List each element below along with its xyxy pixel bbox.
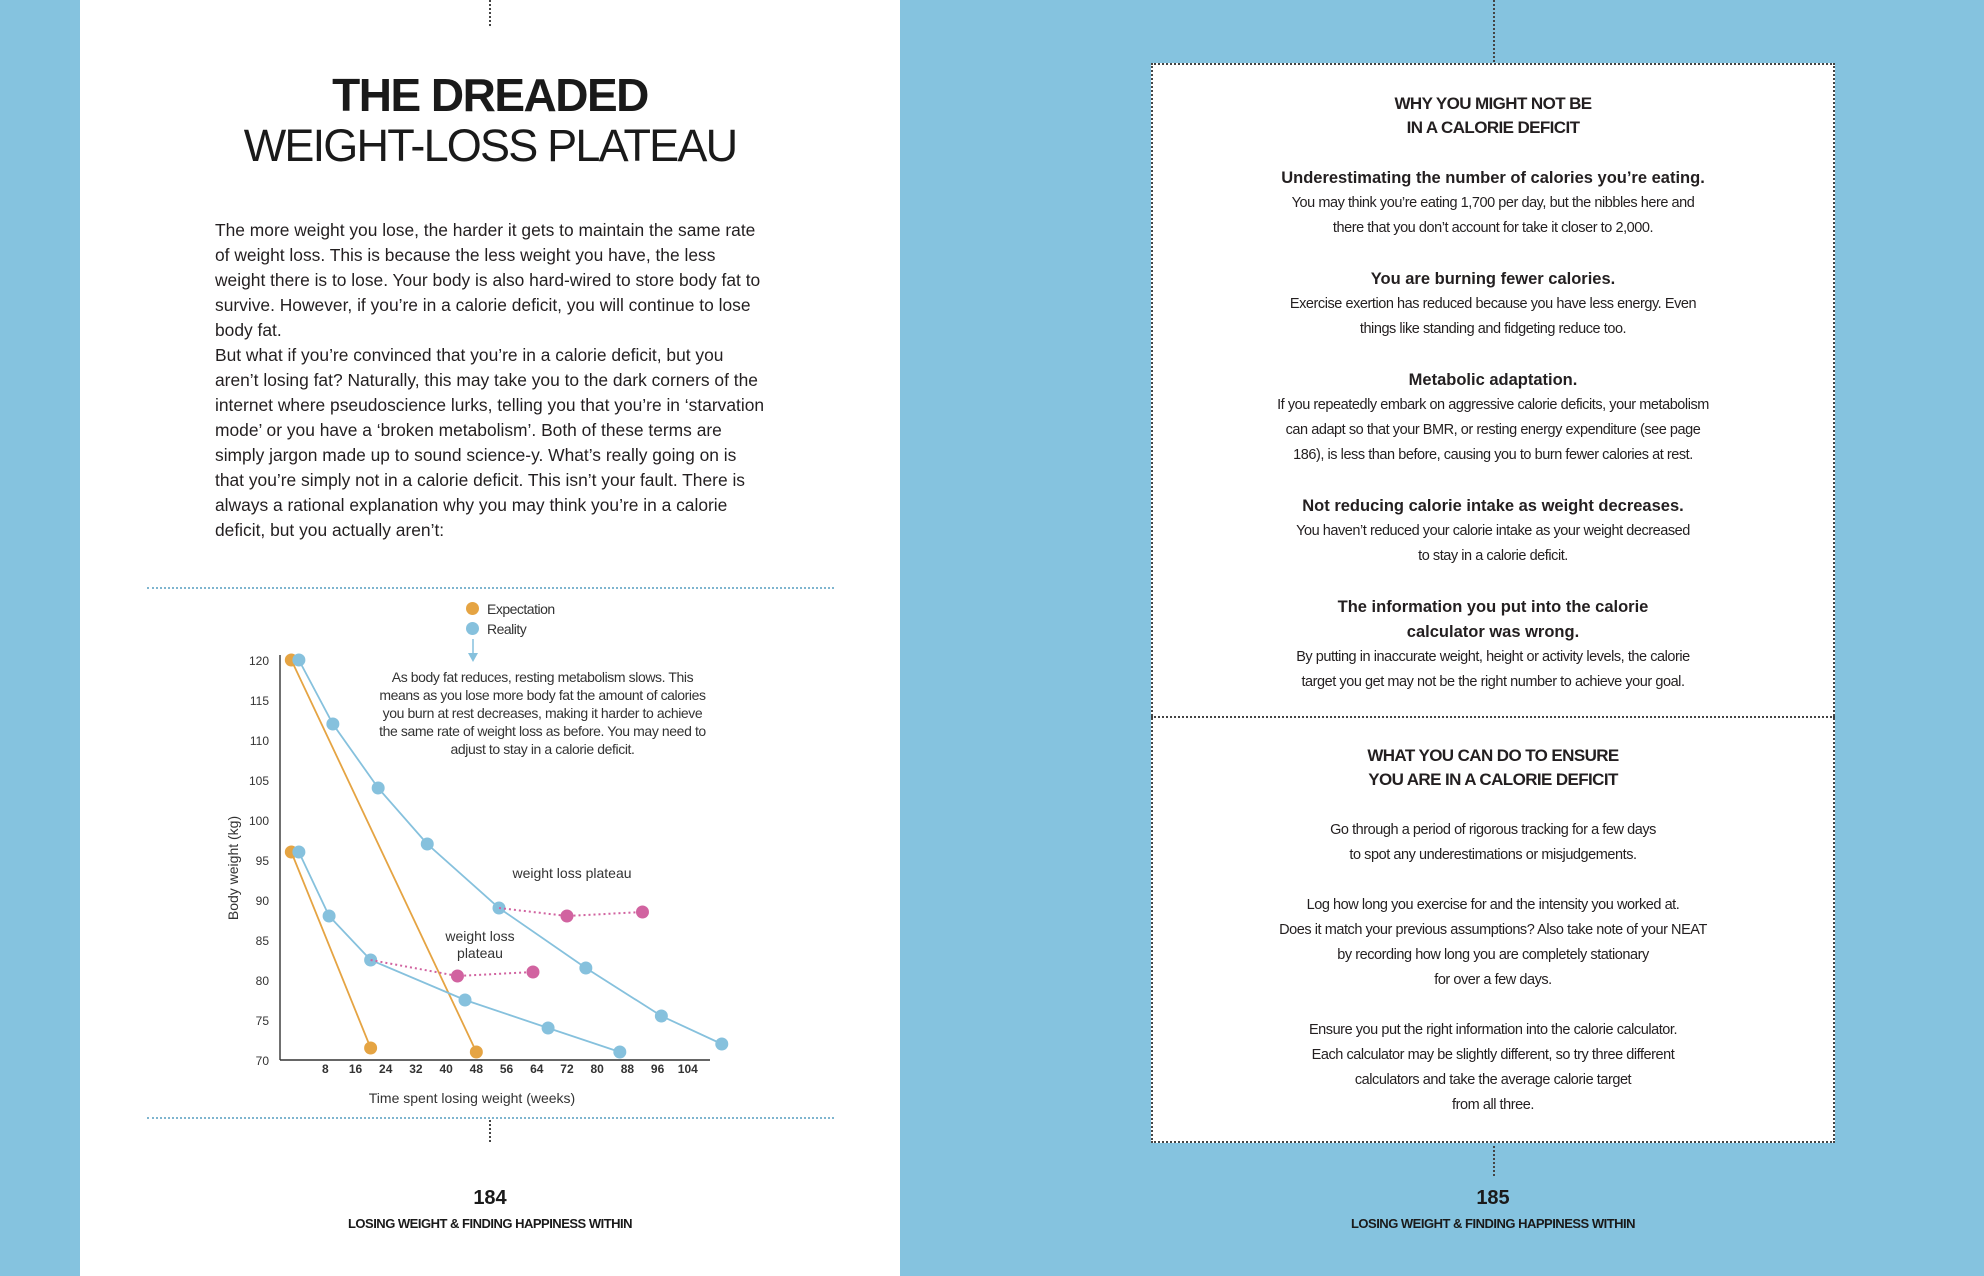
y-tick-label: 80 bbox=[255, 974, 269, 988]
data-point bbox=[579, 962, 592, 975]
tip-item bbox=[1253, 893, 1733, 993]
panel-divider bbox=[1151, 716, 1835, 718]
x-tick-label: 104 bbox=[677, 1062, 698, 1076]
reason-text-line: You may think you’re eating 1,700 per day, but the nibbles here and bbox=[1291, 195, 1695, 211]
y-tick-label: 120 bbox=[248, 654, 269, 668]
legend-arrow-head bbox=[468, 653, 478, 662]
reason-title: You are burning fewer calories. bbox=[1370, 270, 1616, 288]
top-center-rule-right bbox=[1493, 0, 1495, 62]
y-axis-label: Body weight (kg) bbox=[225, 815, 241, 921]
data-point bbox=[451, 970, 464, 983]
what-heading bbox=[1253, 744, 1733, 792]
reason-title bbox=[1253, 595, 1733, 645]
chart-note: As body fat reduces, resting metabolism slows. This means as you lose more body fat the amount of calories you burn at rest decreases, making it harder to achieve the same rate of weight loss as before. You may need to adjust to stay in a calorie deficit. bbox=[379, 669, 706, 757]
bottom-center-rule-right bbox=[1493, 1146, 1495, 1176]
reason-text-line: 186), is less than before, causing you to burn fewer calories at rest. bbox=[1293, 447, 1693, 463]
reason-text-line: target you get may not be the right number to achieve your goal. bbox=[1301, 674, 1685, 690]
x-axis-label: Time spent losing weight (weeks) bbox=[368, 1090, 576, 1106]
tip-line: for over a few days. bbox=[1434, 972, 1552, 988]
page-footer-right: LOSING WEIGHT & FINDING HAPPINESS WITHIN bbox=[1350, 1216, 1636, 1231]
y-tick-label: 75 bbox=[255, 1014, 269, 1028]
reason-title: Metabolic adaptation. bbox=[1408, 371, 1578, 389]
tip-line: Does it match your previous assumptions? Also take note of your NEAT bbox=[1279, 922, 1707, 938]
data-point bbox=[542, 1022, 555, 1035]
what-section bbox=[1253, 744, 1733, 1118]
reason-text-line: things like standing and fidgeting reduce too. bbox=[1359, 321, 1627, 337]
page-title-light: WEIGHT-LOSS PLATEAU bbox=[243, 120, 737, 171]
legend-expectation-label: Expectation bbox=[487, 601, 555, 617]
x-tick-label: 8 bbox=[321, 1062, 329, 1076]
data-point bbox=[560, 910, 573, 923]
data-point bbox=[613, 1046, 626, 1059]
page-number-left: 184 bbox=[473, 1187, 507, 1209]
data-point bbox=[364, 1042, 377, 1055]
reason-text-line: there that you don’t account for take it closer to 2,000. bbox=[1332, 220, 1654, 236]
what-heading-line-1: WHAT YOU CAN DO TO ENSURE bbox=[1367, 746, 1619, 765]
page-number-right: 185 bbox=[1476, 1187, 1510, 1209]
data-point bbox=[459, 994, 472, 1007]
tip-item bbox=[1253, 818, 1733, 868]
x-tick-label: 24 bbox=[379, 1062, 393, 1076]
y-tick-label: 70 bbox=[255, 1054, 269, 1068]
reason-item bbox=[1253, 267, 1733, 342]
tip-line: Ensure you put the right information into the calorie calculator. bbox=[1308, 1022, 1678, 1038]
x-tick-label: 48 bbox=[469, 1062, 484, 1076]
x-tick-label: 56 bbox=[499, 1062, 514, 1076]
why-heading bbox=[1253, 92, 1733, 140]
data-point bbox=[715, 1038, 728, 1051]
tip-line: from all three. bbox=[1452, 1097, 1534, 1113]
x-tick-label: 64 bbox=[530, 1062, 544, 1076]
series-line-3 bbox=[291, 852, 370, 1048]
page-title-bold: THE DREADED bbox=[332, 69, 648, 121]
tip-line: calculators and take the average calorie target bbox=[1354, 1072, 1632, 1088]
x-tick-label: 40 bbox=[439, 1062, 453, 1076]
reason-text-line: can adapt so that your BMR, or resting energy expenditure (see page bbox=[1285, 422, 1701, 438]
x-tick-label: 32 bbox=[409, 1062, 423, 1076]
explanation-paragraph: But what if you’re convinced that you’re in a calorie deficit, but you aren’t losing fat? Naturally, this may take you to the dark corners of the internet where pseudoscience lurks, telling you that you’re in ‘starvation mode’ or you have a ‘broken metabolism’. Both of these terms are simply jargon made up to sound science-y. What’s really going on is that you’re simply not in a calorie deficit. This isn’t your fault. There is always a rational explanation why you may think you’re in a calorie deficit, but you actually aren’t: bbox=[215, 345, 765, 540]
reason-text-line: to stay in a calorie deficit. bbox=[1418, 548, 1568, 564]
x-tick-label: 16 bbox=[348, 1062, 363, 1076]
reason-item bbox=[1253, 494, 1733, 569]
tip-line: to spot any underestimations or misjudgements. bbox=[1349, 847, 1637, 863]
why-heading-line-1: WHY YOU MIGHT NOT BE bbox=[1394, 94, 1592, 113]
x-tick-label: 72 bbox=[560, 1062, 574, 1076]
tip-line: Go through a period of rigorous tracking for a few days bbox=[1330, 822, 1656, 838]
why-heading-line-2: IN A CALORIE DEFICIT bbox=[1406, 118, 1580, 137]
y-tick-label: 85 bbox=[255, 934, 269, 948]
intro-paragraph: The more weight you lose, the harder it gets to maintain the same rate of weight loss. This is because the less weight you have, the less weight there is to lose. Your body is also hard-wired to store body fat to survive. However, if you’re in a calorie deficit, you will continue to lose body fat. bbox=[215, 220, 761, 340]
data-point bbox=[326, 718, 339, 731]
annotation-plateau-upper: weight loss plateau bbox=[512, 865, 632, 881]
data-point bbox=[526, 966, 539, 979]
data-point bbox=[292, 654, 305, 667]
legend-reality-label: Reality bbox=[487, 621, 527, 637]
reason-item bbox=[1253, 368, 1733, 468]
data-point bbox=[292, 846, 305, 859]
reason-text-line: By putting in inaccurate weight, height or activity levels, the calorie bbox=[1296, 649, 1690, 665]
x-tick-label: 96 bbox=[650, 1062, 665, 1076]
reason-item bbox=[1253, 595, 1733, 695]
y-tick-label: 115 bbox=[249, 694, 269, 708]
data-point bbox=[636, 906, 649, 919]
tip-line: Each calculator may be slightly different, so try three different bbox=[1311, 1047, 1675, 1063]
data-point bbox=[372, 782, 385, 795]
y-tick-label: 100 bbox=[248, 814, 269, 828]
y-tick-label: 110 bbox=[249, 734, 269, 748]
data-point bbox=[470, 1046, 483, 1059]
what-heading-line-2: YOU ARE IN A CALORIE DEFICIT bbox=[1368, 770, 1618, 789]
page-footer-left: LOSING WEIGHT & FINDING HAPPINESS WITHIN bbox=[347, 1216, 633, 1231]
x-tick-label: 80 bbox=[590, 1062, 604, 1076]
reason-title: Underestimating the number of calories you’re eating. bbox=[1281, 169, 1705, 187]
why-section bbox=[1253, 92, 1733, 695]
annotation-plateau-lower: weight loss bbox=[445, 928, 515, 944]
tip-line: by recording how long you are completely stationary bbox=[1337, 947, 1649, 963]
y-tick-label: 90 bbox=[255, 894, 269, 908]
tip-item bbox=[1253, 1018, 1733, 1118]
data-point bbox=[655, 1010, 668, 1023]
annotation-plateau-lower: plateau bbox=[457, 945, 503, 961]
reason-title-line: calculator was wrong. bbox=[1406, 623, 1580, 641]
bottom-center-rule-left bbox=[489, 1120, 491, 1142]
tip-line: Log how long you exercise for and the intensity you worked at. bbox=[1306, 897, 1680, 913]
reason-text-line: Exercise exertion has reduced because you have less energy. Even bbox=[1289, 296, 1697, 312]
reason-text-line: You haven’t reduced your calorie intake as your weight decreased bbox=[1296, 523, 1690, 539]
data-point bbox=[323, 910, 336, 923]
x-tick-label: 88 bbox=[620, 1062, 635, 1076]
reason-title: Not reducing calorie intake as weight decreases. bbox=[1302, 497, 1684, 515]
reason-title-line: The information you put into the calorie bbox=[1337, 598, 1649, 616]
y-tick-label: 105 bbox=[248, 774, 269, 788]
data-point bbox=[421, 838, 434, 851]
reason-item bbox=[1253, 166, 1733, 241]
weight-loss-chart bbox=[0, 0, 900, 1276]
reason-text-line: If you repeatedly embark on aggressive calorie deficits, your metabolism bbox=[1277, 397, 1709, 413]
series-line-1 bbox=[299, 660, 722, 1044]
y-tick-label: 95 bbox=[255, 854, 269, 868]
